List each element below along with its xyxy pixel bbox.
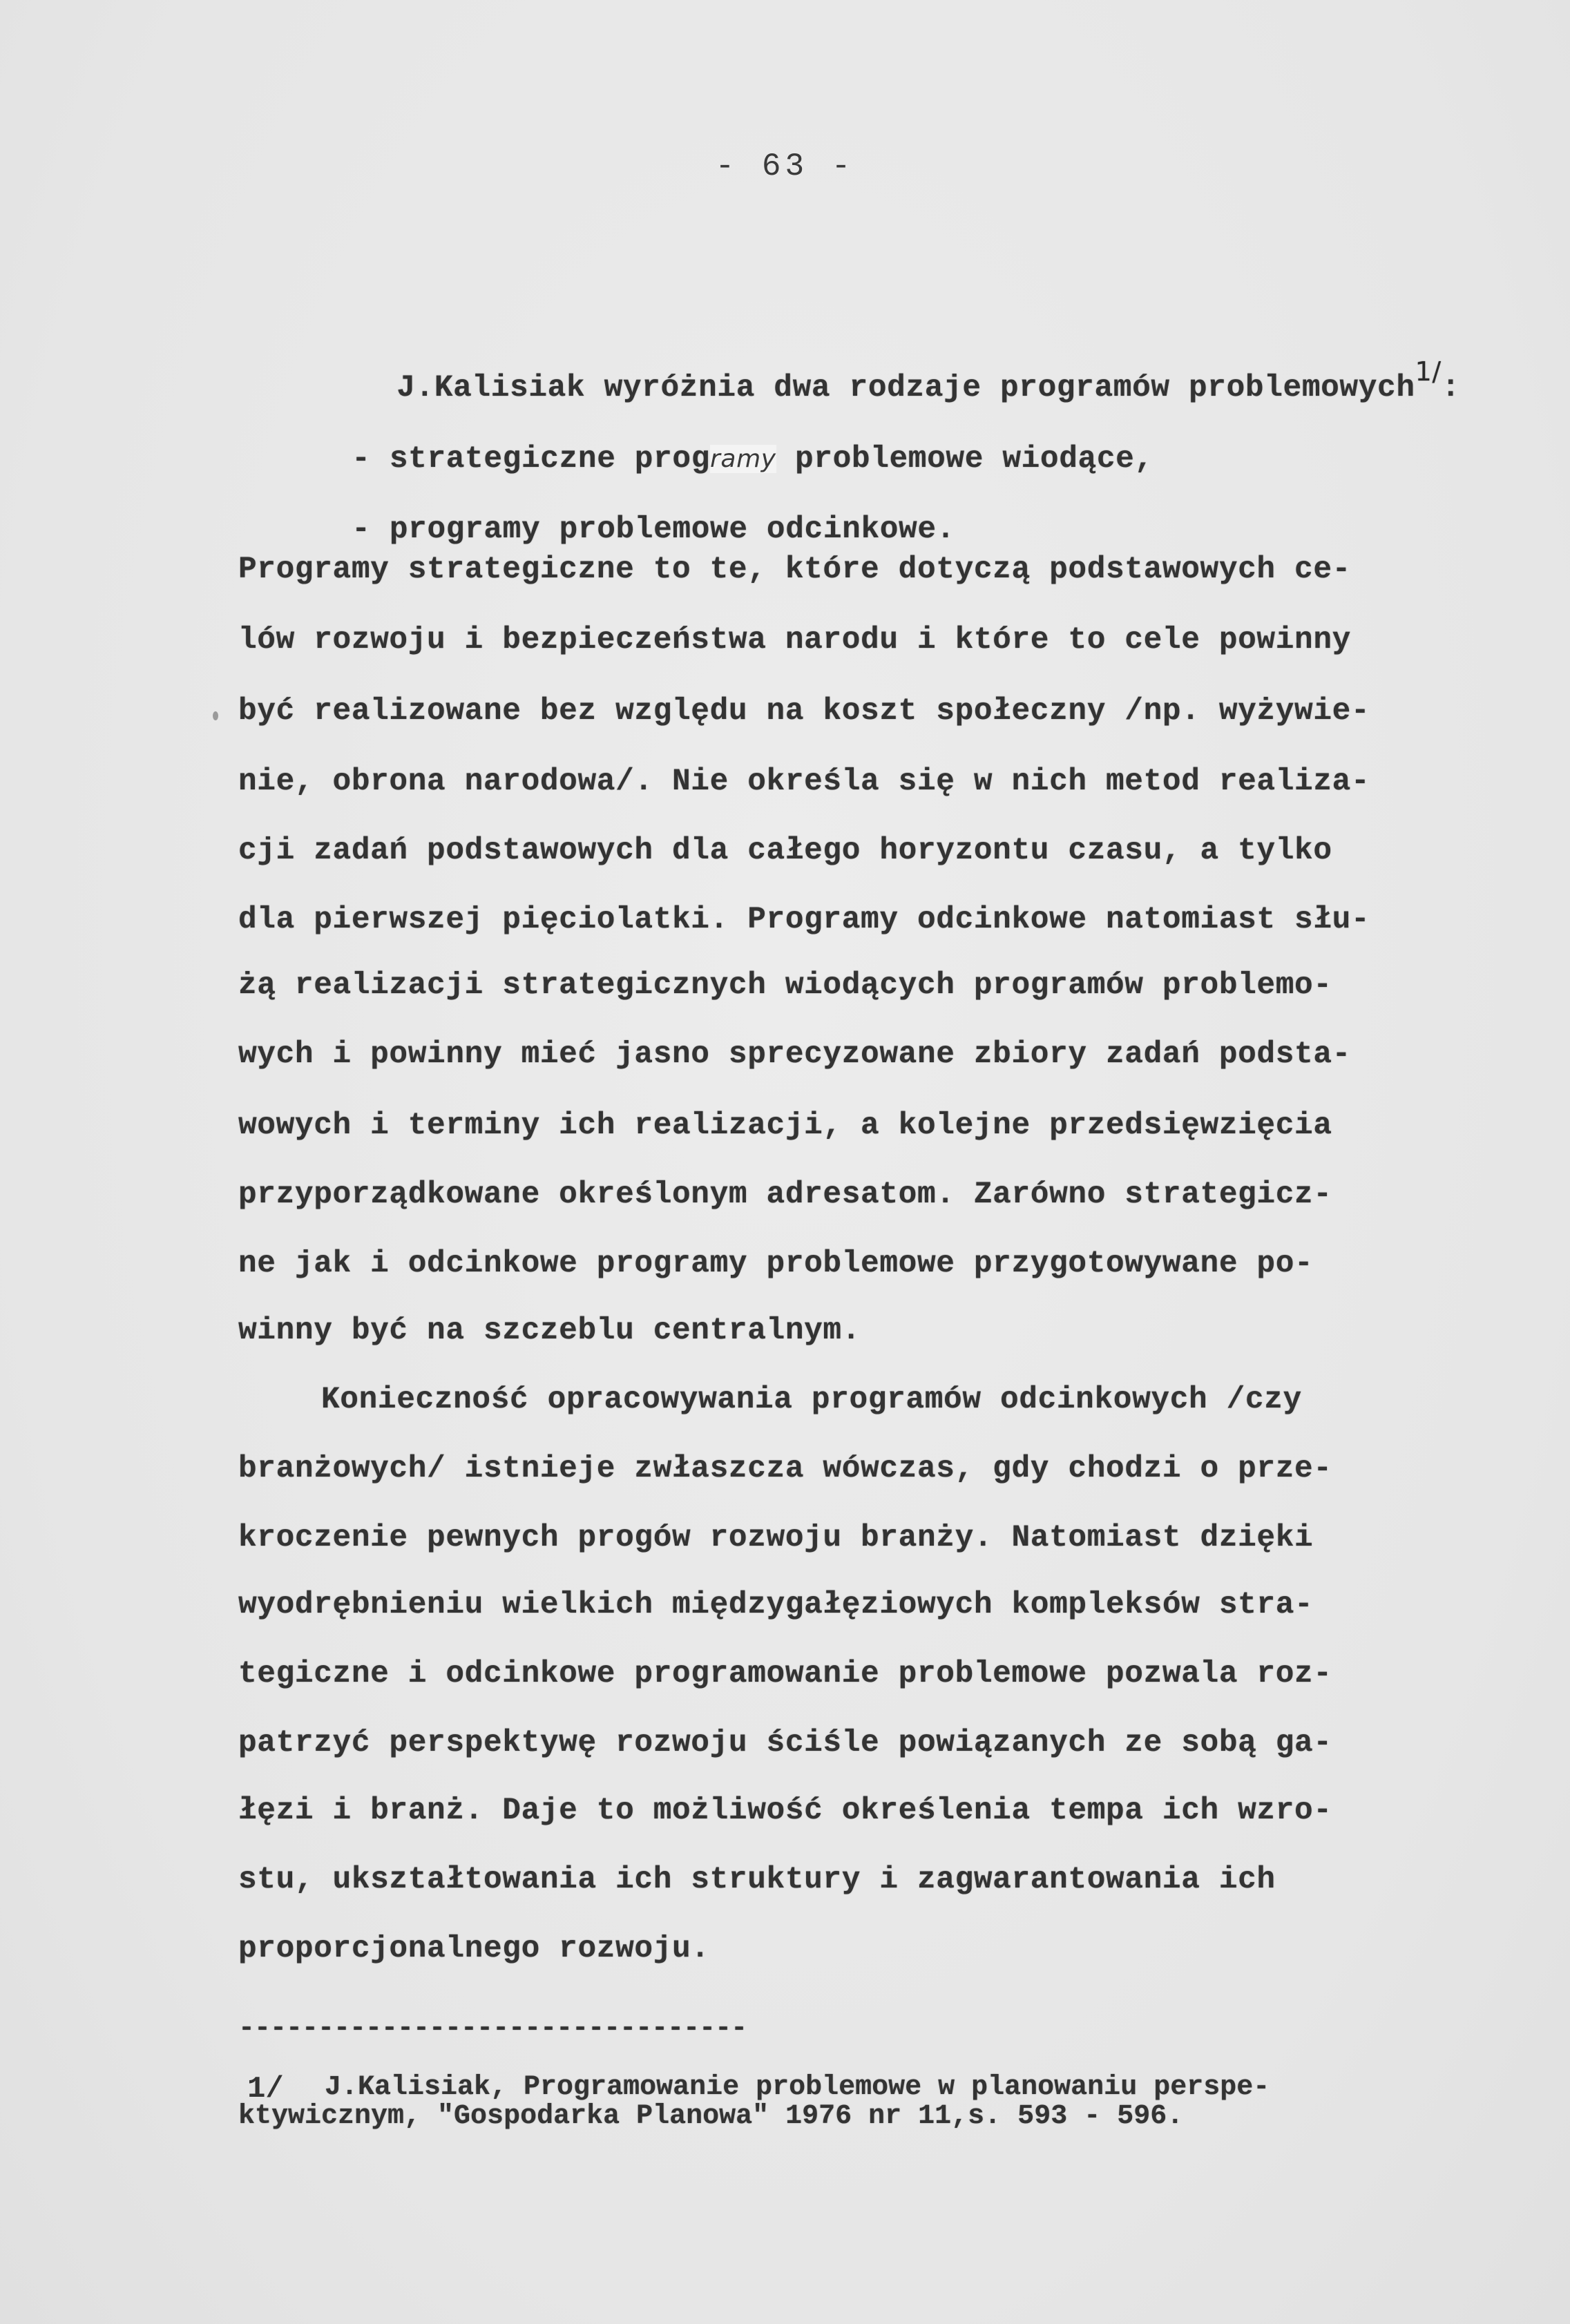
- text-line: kroczenie pewnych progów rozwoju branży. Natomiast dzięki: [238, 1521, 1314, 1555]
- text-line: Konieczność opracowywania programów odcinkowych /czy: [321, 1383, 1302, 1417]
- footnote-line: ktywicznym, "Gospodarka Planowa" 1976 nr 11,s. 593 - 596.: [238, 2101, 1184, 2132]
- footnote-separator: --------------------------------: [238, 2013, 747, 2044]
- footnote-reference[interactable]: 1/: [1415, 356, 1442, 387]
- bullet-dash: -: [352, 441, 371, 477]
- intro-text: J.Kalisiak wyróżnia dwa rodzaje programów problemowych: [396, 370, 1415, 405]
- bullet-text: programy problemowe odcinkowe.: [389, 512, 955, 547]
- page-number: - 63 -: [715, 148, 855, 184]
- intro-colon: :: [1441, 370, 1461, 405]
- bullet-text-after: problemowe wiodące,: [776, 441, 1153, 477]
- text-line: wyodrębnieniu wielkich międzygałęziowych kompleksów stra-: [238, 1588, 1314, 1622]
- text-line: przyporządkowane określonym adresatom. Zarówno strategicz-: [238, 1178, 1332, 1212]
- margin-mark: [213, 711, 218, 720]
- text-line: Programy strategiczne to te, które dotyczą podstawowych ce-: [238, 553, 1351, 587]
- text-line: nie, obrona narodowa/. Nie określa się w nich metod realiza-: [238, 765, 1370, 799]
- handwritten-correction: ramy: [710, 444, 776, 473]
- text-line: wowych i terminy ich realizacji, a kolejne przedsięwzięcia: [238, 1108, 1332, 1143]
- text-line: tegiczne i odcinkowe programowanie problemowe pozwala roz-: [238, 1657, 1332, 1691]
- text-line: wych i powinny mieć jasno sprecyzowane zbiory zadań podsta-: [238, 1037, 1351, 1072]
- text-line: branżowych/ istnieje zwłaszcza wówczas, gdy chodzi o prze-: [238, 1452, 1332, 1486]
- bullet-text-before: strategiczne prog: [389, 441, 711, 477]
- text-line: proporcjonalnego rozwoju.: [238, 1932, 710, 1966]
- text-line: cji zadań podstawowych dla całego horyzontu czasu, a tylko: [238, 834, 1332, 868]
- text-line: winny być na szczeblu centralnym.: [238, 1314, 861, 1348]
- text-line: łęzi i branż. Daje to możliwość określenia tempa ich wzro-: [238, 1794, 1332, 1828]
- text-line: być realizowane bez względu na koszt społeczny /np. wyżywie-: [238, 694, 1370, 729]
- text-line: lów rozwoju i bezpieczeństwa narodu i które to cele powinny: [238, 623, 1351, 657]
- footnote-number: 1/: [247, 2072, 284, 2106]
- bullet-dash: -: [352, 512, 371, 547]
- text-line: żą realizacji strategicznych wiodących programów problemo-: [238, 968, 1332, 1003]
- text-line: stu, ukształtowania ich struktury i zagwarantowania ich: [238, 1863, 1276, 1897]
- text-line: ne jak i odcinkowe programy problemowe przygotowywane po-: [238, 1247, 1314, 1281]
- footnote-line: J.Kalisiak, Programowanie problemowe w planowaniu perspe-: [325, 2072, 1270, 2103]
- text-line: dla pierwszej pięciolatki. Programy odcinkowe natomiast słu-: [238, 903, 1370, 937]
- text-line: patrzyć perspektywę rozwoju ściśle powiązanych ze sobą ga-: [238, 1726, 1332, 1760]
